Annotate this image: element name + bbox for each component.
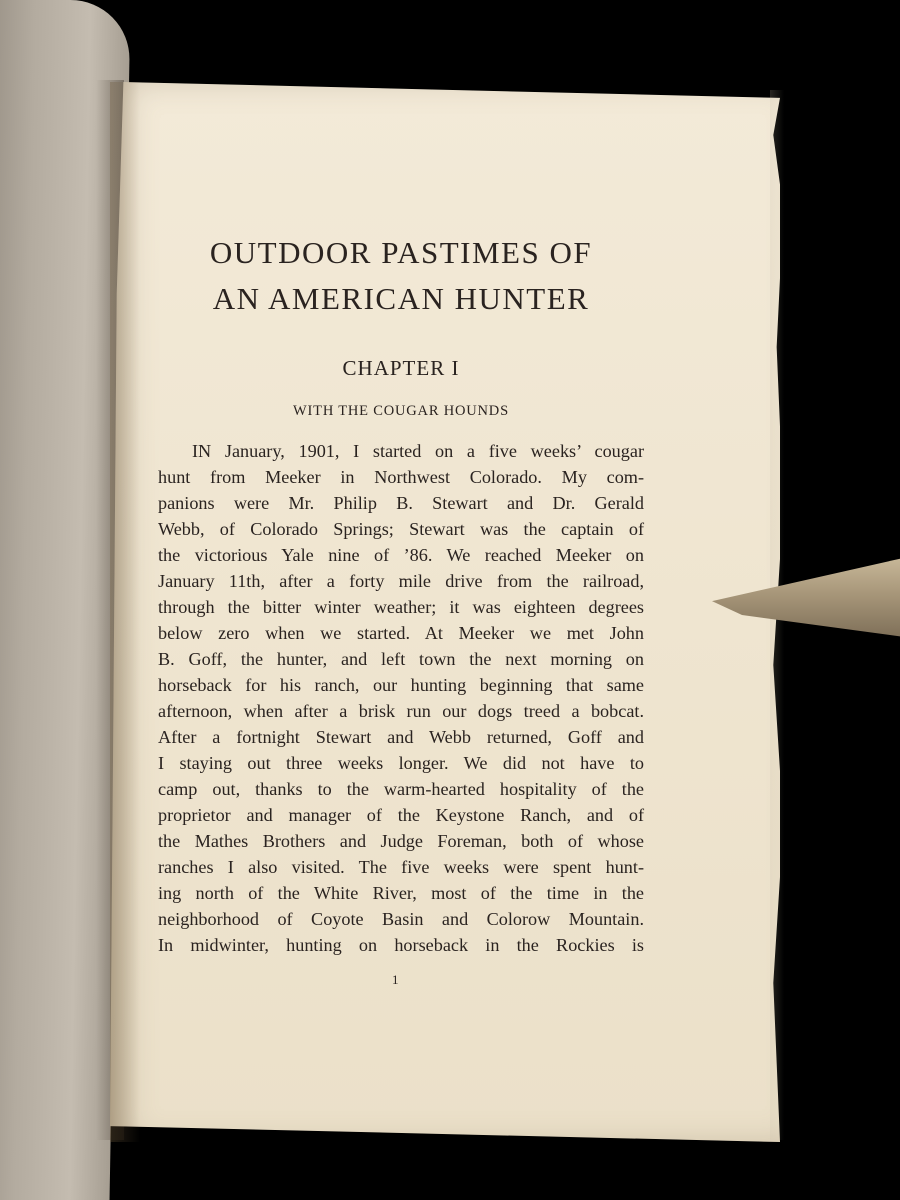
book-title-line-2: AN AMERICAN HUNTER — [212, 281, 590, 316]
body-line: January 11th, after a forty mile drive from the railroad, — [158, 571, 644, 591]
book-title-line-1: OUTDOOR PASTIMES OF — [209, 235, 593, 270]
body-line: I staying out three weeks longer. We did not have to — [158, 753, 644, 773]
body-line: camp out, thanks to the warm-hearted hospitality of the — [158, 779, 644, 799]
body-line: the victorious Yale nine of ’86. We reached Meeker on — [158, 545, 644, 565]
body-line: below zero when we started. At Meeker we met John — [158, 623, 644, 643]
body-text — [158, 438, 644, 958]
page-text — [158, 230, 644, 958]
chapter-number: CHAPTER I — [342, 356, 460, 380]
body-line: hunt from Meeker in Northwest Colorado. My com- — [158, 467, 644, 487]
body-line: neighborhood of Coyote Basin and Colorow Mountain. — [158, 909, 644, 929]
body-line: horseback for his ranch, our hunting beginning that same — [158, 675, 644, 695]
body-line: panions were Mr. Philip B. Stewart and Dr. Gerald — [158, 493, 644, 513]
body-line: afternoon, when after a brisk run our dogs treed a bobcat. — [158, 701, 644, 721]
body-line: ranches I also visited. The five weeks were spent hunt- — [158, 857, 644, 877]
page-number: 1 — [392, 972, 399, 987]
body-line: In midwinter, hunting on horseback in the Rockies is — [158, 935, 644, 955]
body-line: proprietor and manager of the Keystone Ranch, and of — [158, 805, 644, 825]
book-title — [158, 230, 644, 322]
body-line: Webb, of Colorado Springs; Stewart was the captain of — [158, 519, 644, 539]
chapter-title: WITH THE COUGAR HOUNDS — [293, 403, 509, 419]
body-line: After a fortnight Stewart and Webb returned, Goff and — [158, 727, 644, 747]
body-line: the Mathes Brothers and Judge Foreman, both of whose — [158, 831, 644, 851]
body-line: IN January, 1901, I started on a five weeks’ cougar — [192, 441, 644, 461]
body-line: B. Goff, the hunter, and left town the next morning on — [158, 649, 644, 669]
body-line: ing north of the White River, most of the time in the — [158, 883, 644, 903]
body-line: through the bitter winter weather; it was eighteen degrees — [158, 597, 644, 617]
